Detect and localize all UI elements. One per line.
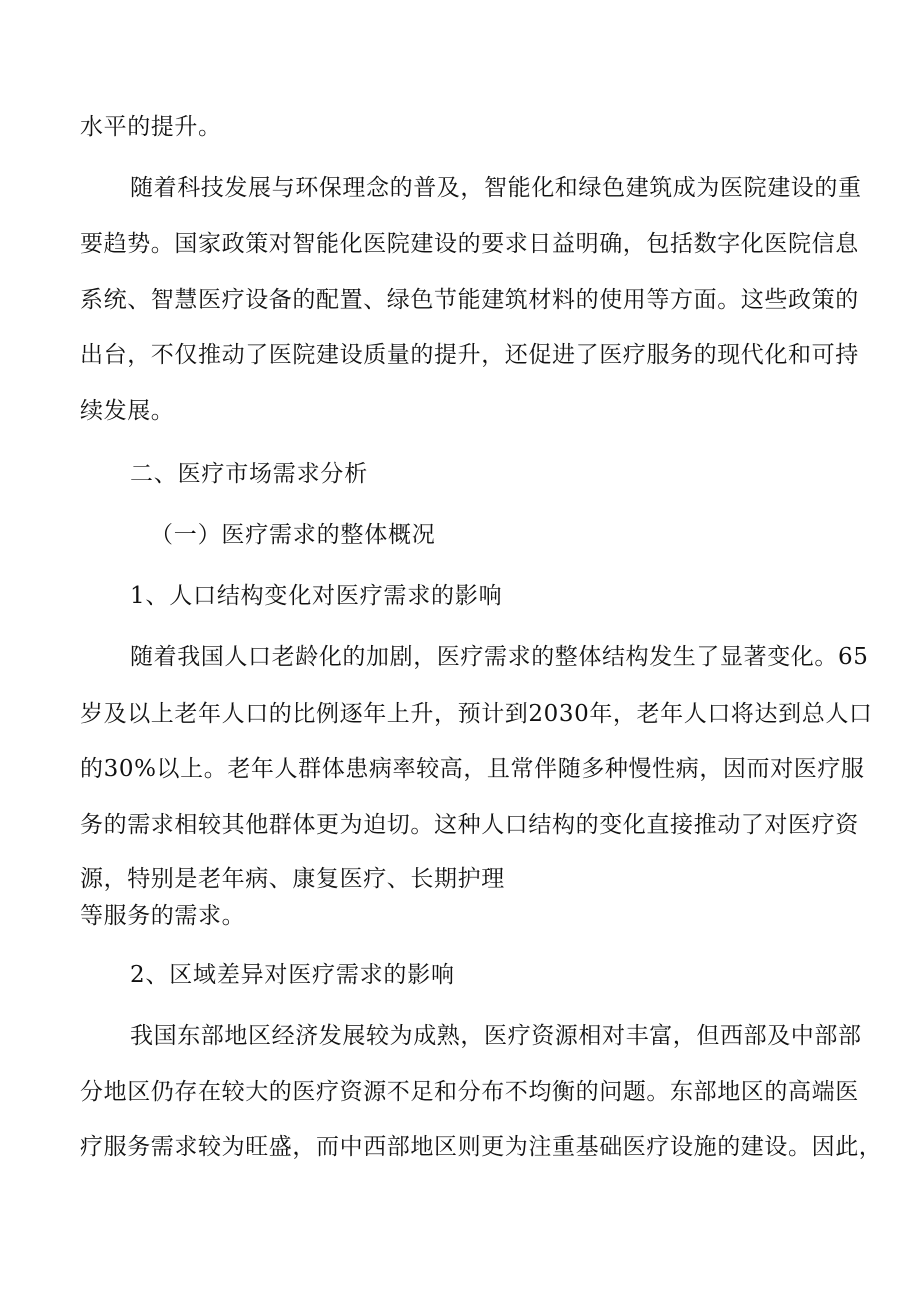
section-heading: 二、医疗市场需求分析 xyxy=(130,461,368,487)
paragraph-line: 随着科技发展与环保理念的普及，智能化和绿色建筑成为医院建设的重 xyxy=(130,175,862,201)
item-heading: 1、人口结构变化对医疗需求的影响 xyxy=(130,583,503,609)
paragraph-line: 要趋势。国家政策对智能化医院建设的要求日益明确，包括数字化医院信息 xyxy=(80,231,859,257)
paragraph-line: 岁及以上老年人口的比例逐年上升，预计到2030年，老年人口将达到总人口 xyxy=(80,701,873,727)
paragraph-line: 源，特别是老年病、康复医疗、长期护理 xyxy=(80,866,505,892)
subsection-heading: （一）医疗需求的整体概况 xyxy=(150,522,436,548)
paragraph-line: 水平的提升。 xyxy=(80,114,222,140)
paragraph-line: 的30%以上。老年人群体患病率较高，且常伴随多种慢性病，因而对医疗服 xyxy=(80,756,865,782)
paragraph-line: 续发展。 xyxy=(80,398,175,424)
paragraph-line: 系统、智慧医疗设备的配置、绿色节能建筑材料的使用等方面。这些政策的 xyxy=(80,287,859,313)
paragraph-line: 我国东部地区经济发展较为成熟，医疗资源相对丰富，但西部及中部部 xyxy=(130,1023,862,1049)
paragraph-line: 疗服务需求较为旺盛，而中西部地区则更为注重基础医疗设施的建设。因此， xyxy=(80,1134,883,1160)
paragraph-line: 分地区仍存在较大的医疗资源不足和分布不均衡的问题。东部地区的高端医 xyxy=(80,1079,859,1105)
paragraph-line: 等服务的需求。 xyxy=(80,903,246,929)
paragraph-line: 随着我国人口老龄化的加剧，医疗需求的整体结构发生了显著变化。65 xyxy=(130,644,869,670)
paragraph-line: 出台，不仅推动了医院建设质量的提升，还促进了医疗服务的现代化和可持 xyxy=(80,342,859,368)
item-heading: 2、区域差异对医疗需求的影响 xyxy=(130,962,455,988)
paragraph-line: 务的需求相较其他群体更为迫切。这种人口结构的变化直接推动了对医疗资 xyxy=(80,812,859,838)
